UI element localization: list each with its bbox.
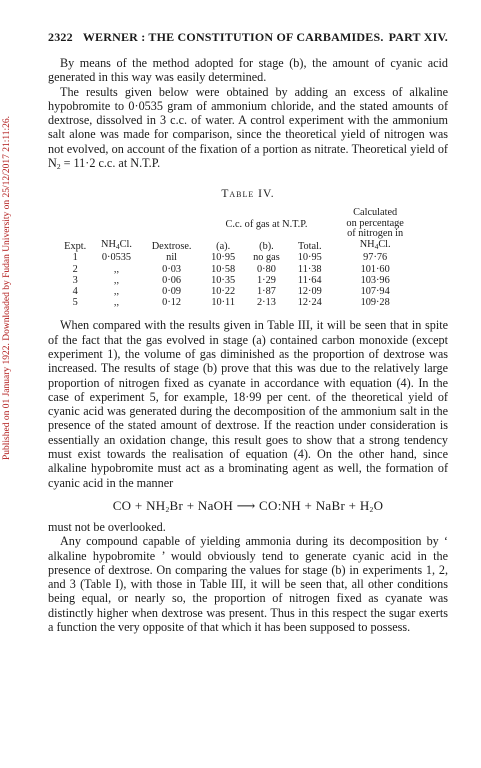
- header-nh4cl: [92, 208, 140, 252]
- paragraph-5: Any compound capable of yielding ammonia during its decomposition by ‘ alkaline hypobromite ’ would obviously tend to generate cyanic acid in the presence of dextrose. On comparing the values for stage (b) in experiments 1, 2, and 3 (Table I), with those in Table III, it will be seen that, all other conditions being equal, or nearly so, the proportion of nitrogen fixed as cyanate was distinctly higher when dextrose was present. Thus in this respect the sugar exerts a function the very opposite of that which it has been supposed to possess.: [48, 534, 448, 635]
- header-total: Total.: [297, 241, 322, 253]
- cell-dextrose: 0·06: [162, 274, 182, 286]
- running-title: WERNER : THE CONSTITUTION OF CARBAMIDES.: [82, 30, 384, 44]
- table-row: [58, 297, 420, 308]
- cell-expt: 2: [72, 263, 78, 275]
- header-cc-group: C.c. of gas at N.T.P.: [225, 219, 308, 231]
- equation-part-3: O: [373, 497, 384, 513]
- cell-expt: 5: [72, 297, 78, 309]
- cell-total: 11·38: [297, 263, 322, 275]
- header-nh4cl-b: Cl.: [119, 239, 132, 251]
- download-watermark: Published on 01 January 1922. Downloaded by Fudan University on 25/12/2017 21:11:26.: [2, 116, 12, 460]
- cell-a: 10·95: [211, 252, 236, 264]
- running-header: [48, 30, 448, 48]
- results-table: [58, 208, 420, 308]
- cell-total: 12·09: [297, 285, 322, 297]
- cell-nh4cl: 0·0535: [101, 252, 132, 264]
- cell-b: 0·80: [257, 263, 276, 275]
- cell-calc: 103·96: [360, 274, 390, 286]
- header-calc-line-4-sub: 4: [374, 241, 379, 251]
- chemical-equation: [48, 498, 448, 514]
- cell-a: 10·11: [211, 297, 235, 309]
- header-calc-line-3: of nitrogen in: [347, 228, 404, 240]
- header-calc-line-1: Calculated: [353, 207, 398, 219]
- cell-dextrose: 0·09: [162, 285, 182, 297]
- cell-calc: 101·60: [360, 263, 390, 275]
- cell-calc: 107·94: [360, 285, 390, 297]
- cell-a: 10·58: [211, 263, 236, 275]
- cell-calc: 109·28: [360, 297, 390, 309]
- cell-dextrose: nil: [166, 252, 178, 264]
- paragraph-2: [48, 85, 448, 175]
- cell-a: 10·22: [211, 285, 236, 297]
- cell-expt: 4: [72, 285, 78, 297]
- cell-nh4cl: ,,: [113, 263, 120, 275]
- cell-calc: 97·76: [363, 252, 388, 264]
- header-calc-line-4-b: Cl.: [378, 238, 391, 250]
- page-number: 2322: [48, 30, 73, 44]
- paragraph-4: must not be overlooked.: [48, 519, 166, 534]
- equation-sub-1: 2: [165, 504, 170, 514]
- cell-expt: 1: [72, 252, 78, 264]
- paragraph-1: By means of the method adopted for stage (b), the amount of cyanic acid generated in this way was easily determined.: [48, 56, 448, 85]
- cell-total: 11·64: [297, 274, 322, 286]
- paragraph-2-subscript: 2: [56, 162, 61, 172]
- cell-expt: 3: [72, 274, 78, 286]
- cell-nh4cl: ,,: [113, 285, 120, 297]
- header-a: (a).: [216, 241, 231, 253]
- cell-b: 1·29: [257, 274, 276, 286]
- cell-a: 10·35: [211, 274, 236, 286]
- equation-part-1: CO + NH: [112, 497, 166, 513]
- cell-b: 1·87: [257, 285, 276, 297]
- table-row: [58, 264, 420, 275]
- header-b: (b).: [259, 241, 274, 253]
- cell-dextrose: 0·12: [162, 297, 182, 309]
- paragraph-2-end: = 11·2 c.c. at N.T.P.: [60, 156, 161, 171]
- cell-nh4cl: ,,: [113, 274, 120, 286]
- paragraph-3: When compared with the results given in Table III, it will be seen that in spite of the fact that the gas evolved in stage (a) contained carbon monoxide (except experiment 1), the volume of gas diminished as the proportion of dextrose was increased. The results of stage (b) prove that this was due to the relatively large proportion of nitrogen fixed as cyanate in accordance with equation (4). In the case of experiment 5, for example, 18·99 per cent. of the theoretical yield of cyanic acid was generated during the decomposition of the ammonium salt in the presence of the stated amount of dextrose. If the reaction under consideration is essentially an oxidation change, this result goes to show that a strong tendency must exist towards the realisation of equation (4). On the other hand, since alkaline hypobromite must act as a brominating agent as well, the formation of cyanic acid in the manner: [48, 318, 448, 490]
- table-row: [58, 275, 420, 286]
- equation-sub-2: 2: [369, 504, 374, 514]
- header-nh4cl-sub: 4: [115, 242, 120, 252]
- header-dextrose: Dextrose.: [151, 241, 192, 253]
- header-calc-line-2: on percentage: [346, 217, 404, 229]
- equation-part-2: Br + NaOH ⟶ CO:NH + NaBr + H: [169, 497, 370, 513]
- cell-b: no gas: [253, 252, 280, 264]
- table-row: [58, 286, 420, 297]
- cell-nh4cl: ,,: [113, 297, 120, 309]
- document-page: [48, 30, 448, 634]
- table-row: [58, 252, 420, 263]
- header-calc-line-4: [330, 240, 420, 253]
- header-expt: Expt.: [64, 241, 87, 253]
- paragraph-2-text: The results given below were obtained by adding an excess of alkaline hypobromite to 0·0535 gram of ammonium chloride, and the stated amounts of dextrose, dissolved in 3 c.c. of water. A control experiment with the ammonium salt alone was made for comparison, since the theoretical yield of nitrogen was not evolved, on account of the fixation of a portion as nitrate. Theoretical yield of N: [48, 84, 448, 171]
- cell-dextrose: 0·03: [162, 263, 182, 275]
- cell-total: 12·24: [297, 297, 322, 309]
- part-label: PART XIV.: [388, 30, 448, 44]
- header-nh4cl-a: NH: [101, 239, 116, 251]
- header-calc-line-4-a: NH: [359, 238, 375, 250]
- header-calculated: [330, 208, 420, 252]
- cell-total: 10·95: [297, 252, 322, 264]
- cell-b: 2·13: [257, 297, 276, 309]
- table-title: Table IV.: [221, 188, 275, 201]
